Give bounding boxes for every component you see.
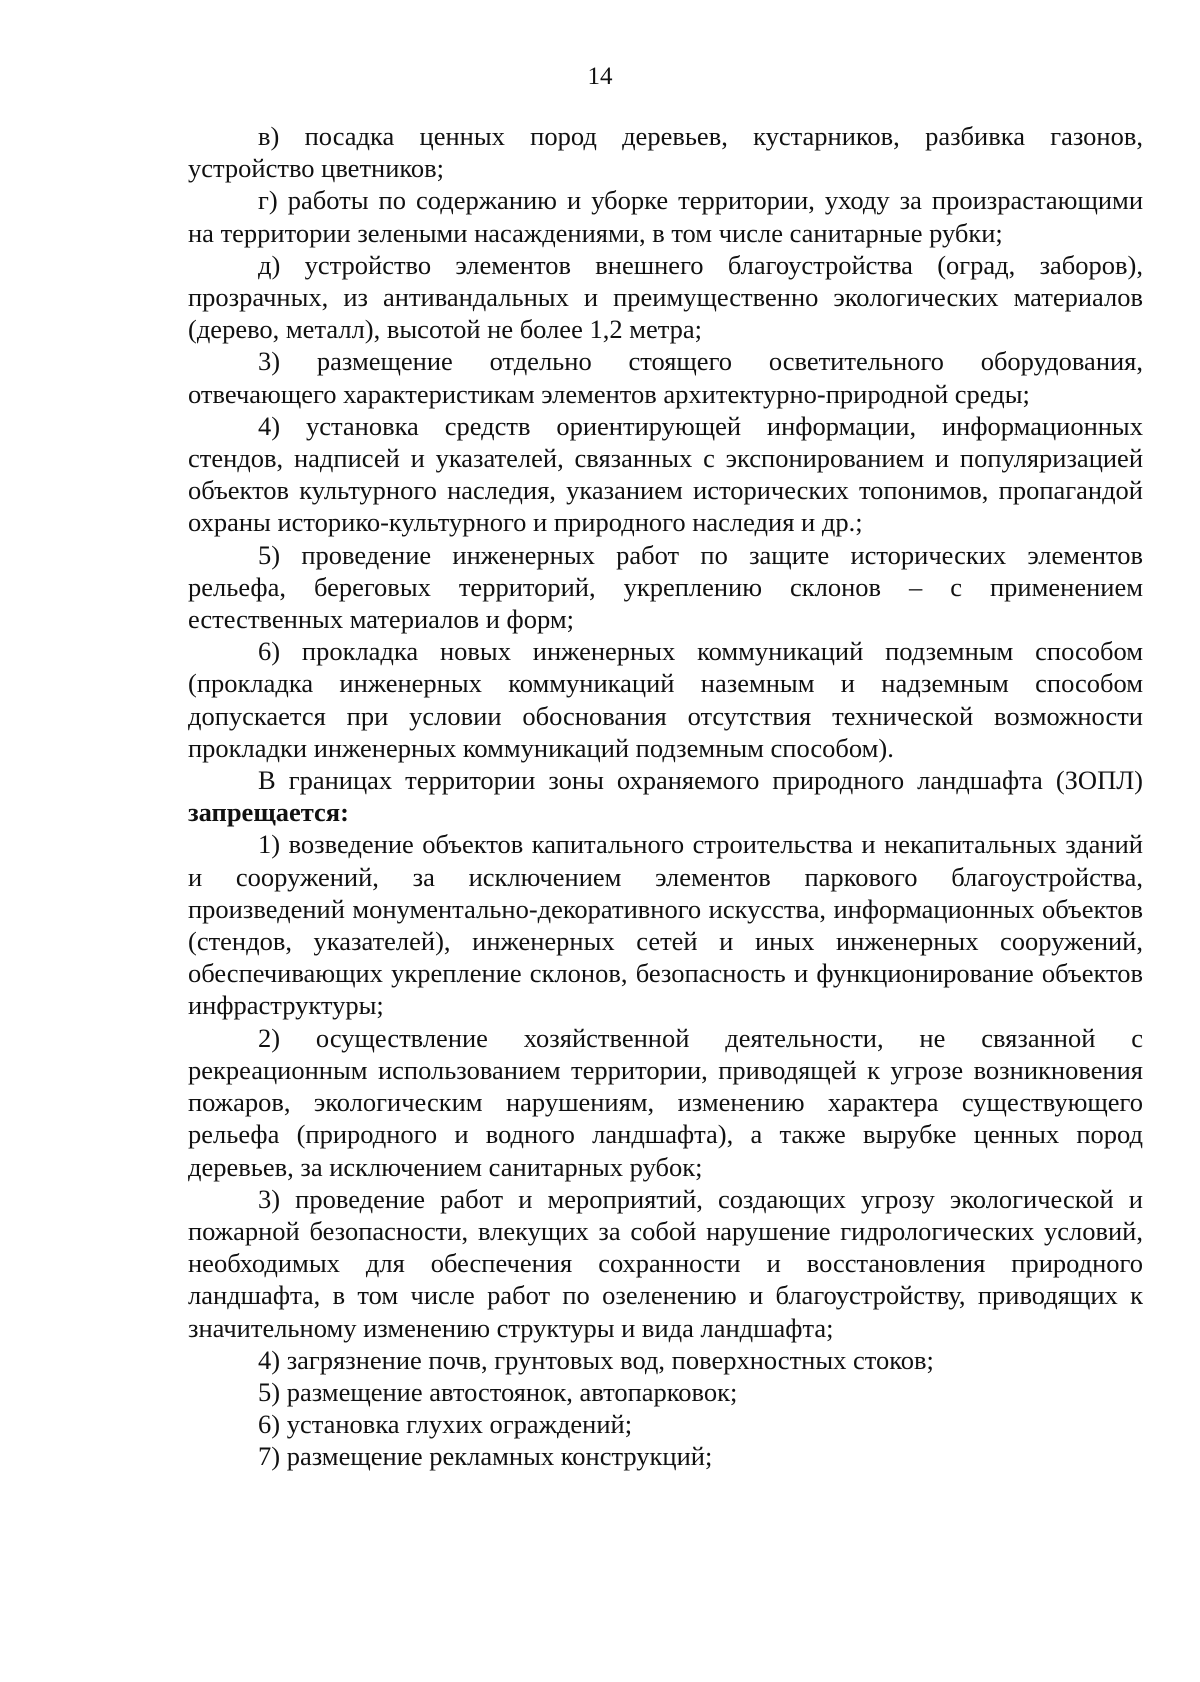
prohibition-6: 6) установка глухих ограждений; xyxy=(258,1409,633,1440)
paragraph-d: д) устройство элементов внешнего благоустройства (оград, заборов), прозрачных, из антивандальных и преимущественно экологических материалов (дерево, металл), высотой не более 1,2 метра; xyxy=(188,249,1143,345)
prohibition-5: 5) размещение автостоянок, автопарковок; xyxy=(258,1376,738,1407)
paragraph-4: 4) установка средств ориентирующей информации, информационных стендов, надписей и указателей, связанных с экспонированием и популяризацией объектов культурного наследия, указанием исторических топонимов, пропагандой охраны историко-культурного и природного наследия и др.; xyxy=(188,410,1143,538)
paragraph-g: г) работы по содержанию и уборке территории, уходу за произрастающими на территории зелеными насаждениями, в том числе санитарные рубки; xyxy=(188,185,1143,248)
paragraph-3: 3) размещение отдельно стоящего осветительного оборудования, отвечающего характеристикам элементов архитектурно-природной среды; xyxy=(188,346,1143,409)
prohibition-2: 2) осуществление хозяйственной деятельности, не связанной с рекреационным использованием территории, приводящей к угрозе возникновения пожаров, экологическим нарушениям, изменению характера существующего рельефа (природного и водного ландшафта), а также вырубке ценных пород деревьев, за исключением санитарных рубок; xyxy=(188,1022,1143,1182)
prohibition-3: 3) проведение работ и мероприятий, создающих угрозу экологической и пожарной безопасности, влекущих за собой нарушение гидрологических условий, необходимых для обеспечения сохранности и восстановления природного ландшафта, в том числе работ по озеленению и благоустройству, приводящих к значительному изменению структуры и вида ландшафта; xyxy=(188,1183,1143,1343)
prohibition-7: 7) размещение рекламных конструкций; xyxy=(258,1441,713,1472)
paragraph-6: 6) прокладка новых инженерных коммуникаций подземным способом (прокладка инженерных коммуникаций наземным и надземным способом допускается при условии обоснования отсутствия технической возможности прокладки инженерных коммуникаций подземным способом). xyxy=(188,636,1143,763)
paragraph-5: 5) проведение инженерных работ по защите исторических элементов рельефа, береговых территорий, укреплению склонов – с применением естественных материалов и форм; xyxy=(188,539,1143,635)
paragraph-v: в) посадка ценных пород деревьев, кустарников, разбивка газонов, устройство цветников; xyxy=(188,121,1143,184)
page-number: 14 xyxy=(587,63,613,90)
prohibited-label: запрещается: xyxy=(188,797,349,828)
prohibition-1: 1) возведение объектов капитального строительства и некапитальных зданий и сооружений, за исключением элементов паркового благоустройства, произведений монументально-декоративного искусства, информационных объектов (стендов, указателей), инженерных сетей и иных инженерных сооружений, обеспечивающих укрепление склонов, безопасность и функционирование объектов инфраструктуры; xyxy=(188,829,1143,1021)
document-body xyxy=(188,120,1143,1473)
prohibition-4: 4) загрязнение почв, грунтовых вод, поверхностных стоков; xyxy=(258,1344,934,1375)
paragraph-zopl-prohibited: В границах территории зоны охраняемого природного ландшафта (ЗОПЛ) запрещается: xyxy=(188,765,1143,828)
